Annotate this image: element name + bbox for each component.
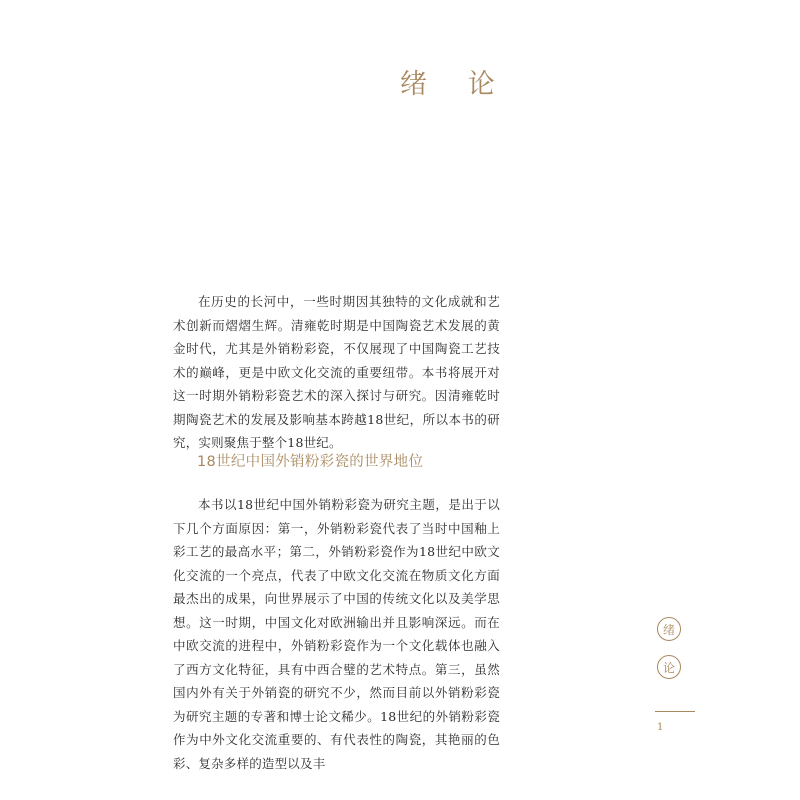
intro-paragraph: 在历史的长河中，一些时期因其独特的文化成就和艺术创新而熠熠生辉。清雍乾时期是中国陶瓷艺术发展的黄金时代，尤其是外销粉彩瓷，不仅展现了中国陶瓷工艺技术的巅峰，更是中欧文化交流的重要纽带。本书将展开对这一时期外销粉彩瓷艺术的深入探讨与研究。因清雍乾时期陶瓷艺术的发展及影响基本跨越18世纪，所以本书的研究，实则聚焦于整个18世纪。 — [173, 294, 500, 450]
side-tab-chapter-char-2: 论 — [657, 655, 681, 679]
page-number: 1 — [657, 722, 664, 733]
side-tab-chapter-char-1: 绪 — [657, 617, 681, 641]
page-number-rule — [655, 711, 695, 712]
section-heading: 18世纪中国外销粉彩瓷的世界地位 — [197, 454, 424, 470]
section-paragraph: 本书以18世纪中国外销粉彩瓷为研究主题，是出于以下几个方面原因：第一，外销粉彩瓷代表了当时中国釉上彩工艺的最高水平；第二，外销粉彩瓷作为18世纪中欧文化交流的一个亮点，代表了中欧文化交流在物质文化方面最杰出的成果，向世界展示了中国的传统文化以及美学思想。这一时期，中国文化对欧洲输出并且影响深远。而在中欧交流的进程中，外销粉彩瓷作为一个文化载体也融入了西方文化特征，具有中西合璧的艺术特点。第三，虽然国内外有关于外销瓷的研究不少，然而目前以外销粉彩瓷为研究主题的专著和博士论文稀少。18世纪的外销粉彩瓷作为中外文化交流重要的、有代表性的陶瓷，其艳丽的色彩、复杂多样的造型以及丰 — [173, 497, 500, 771]
chapter-title: 绪 论 — [400, 69, 511, 100]
